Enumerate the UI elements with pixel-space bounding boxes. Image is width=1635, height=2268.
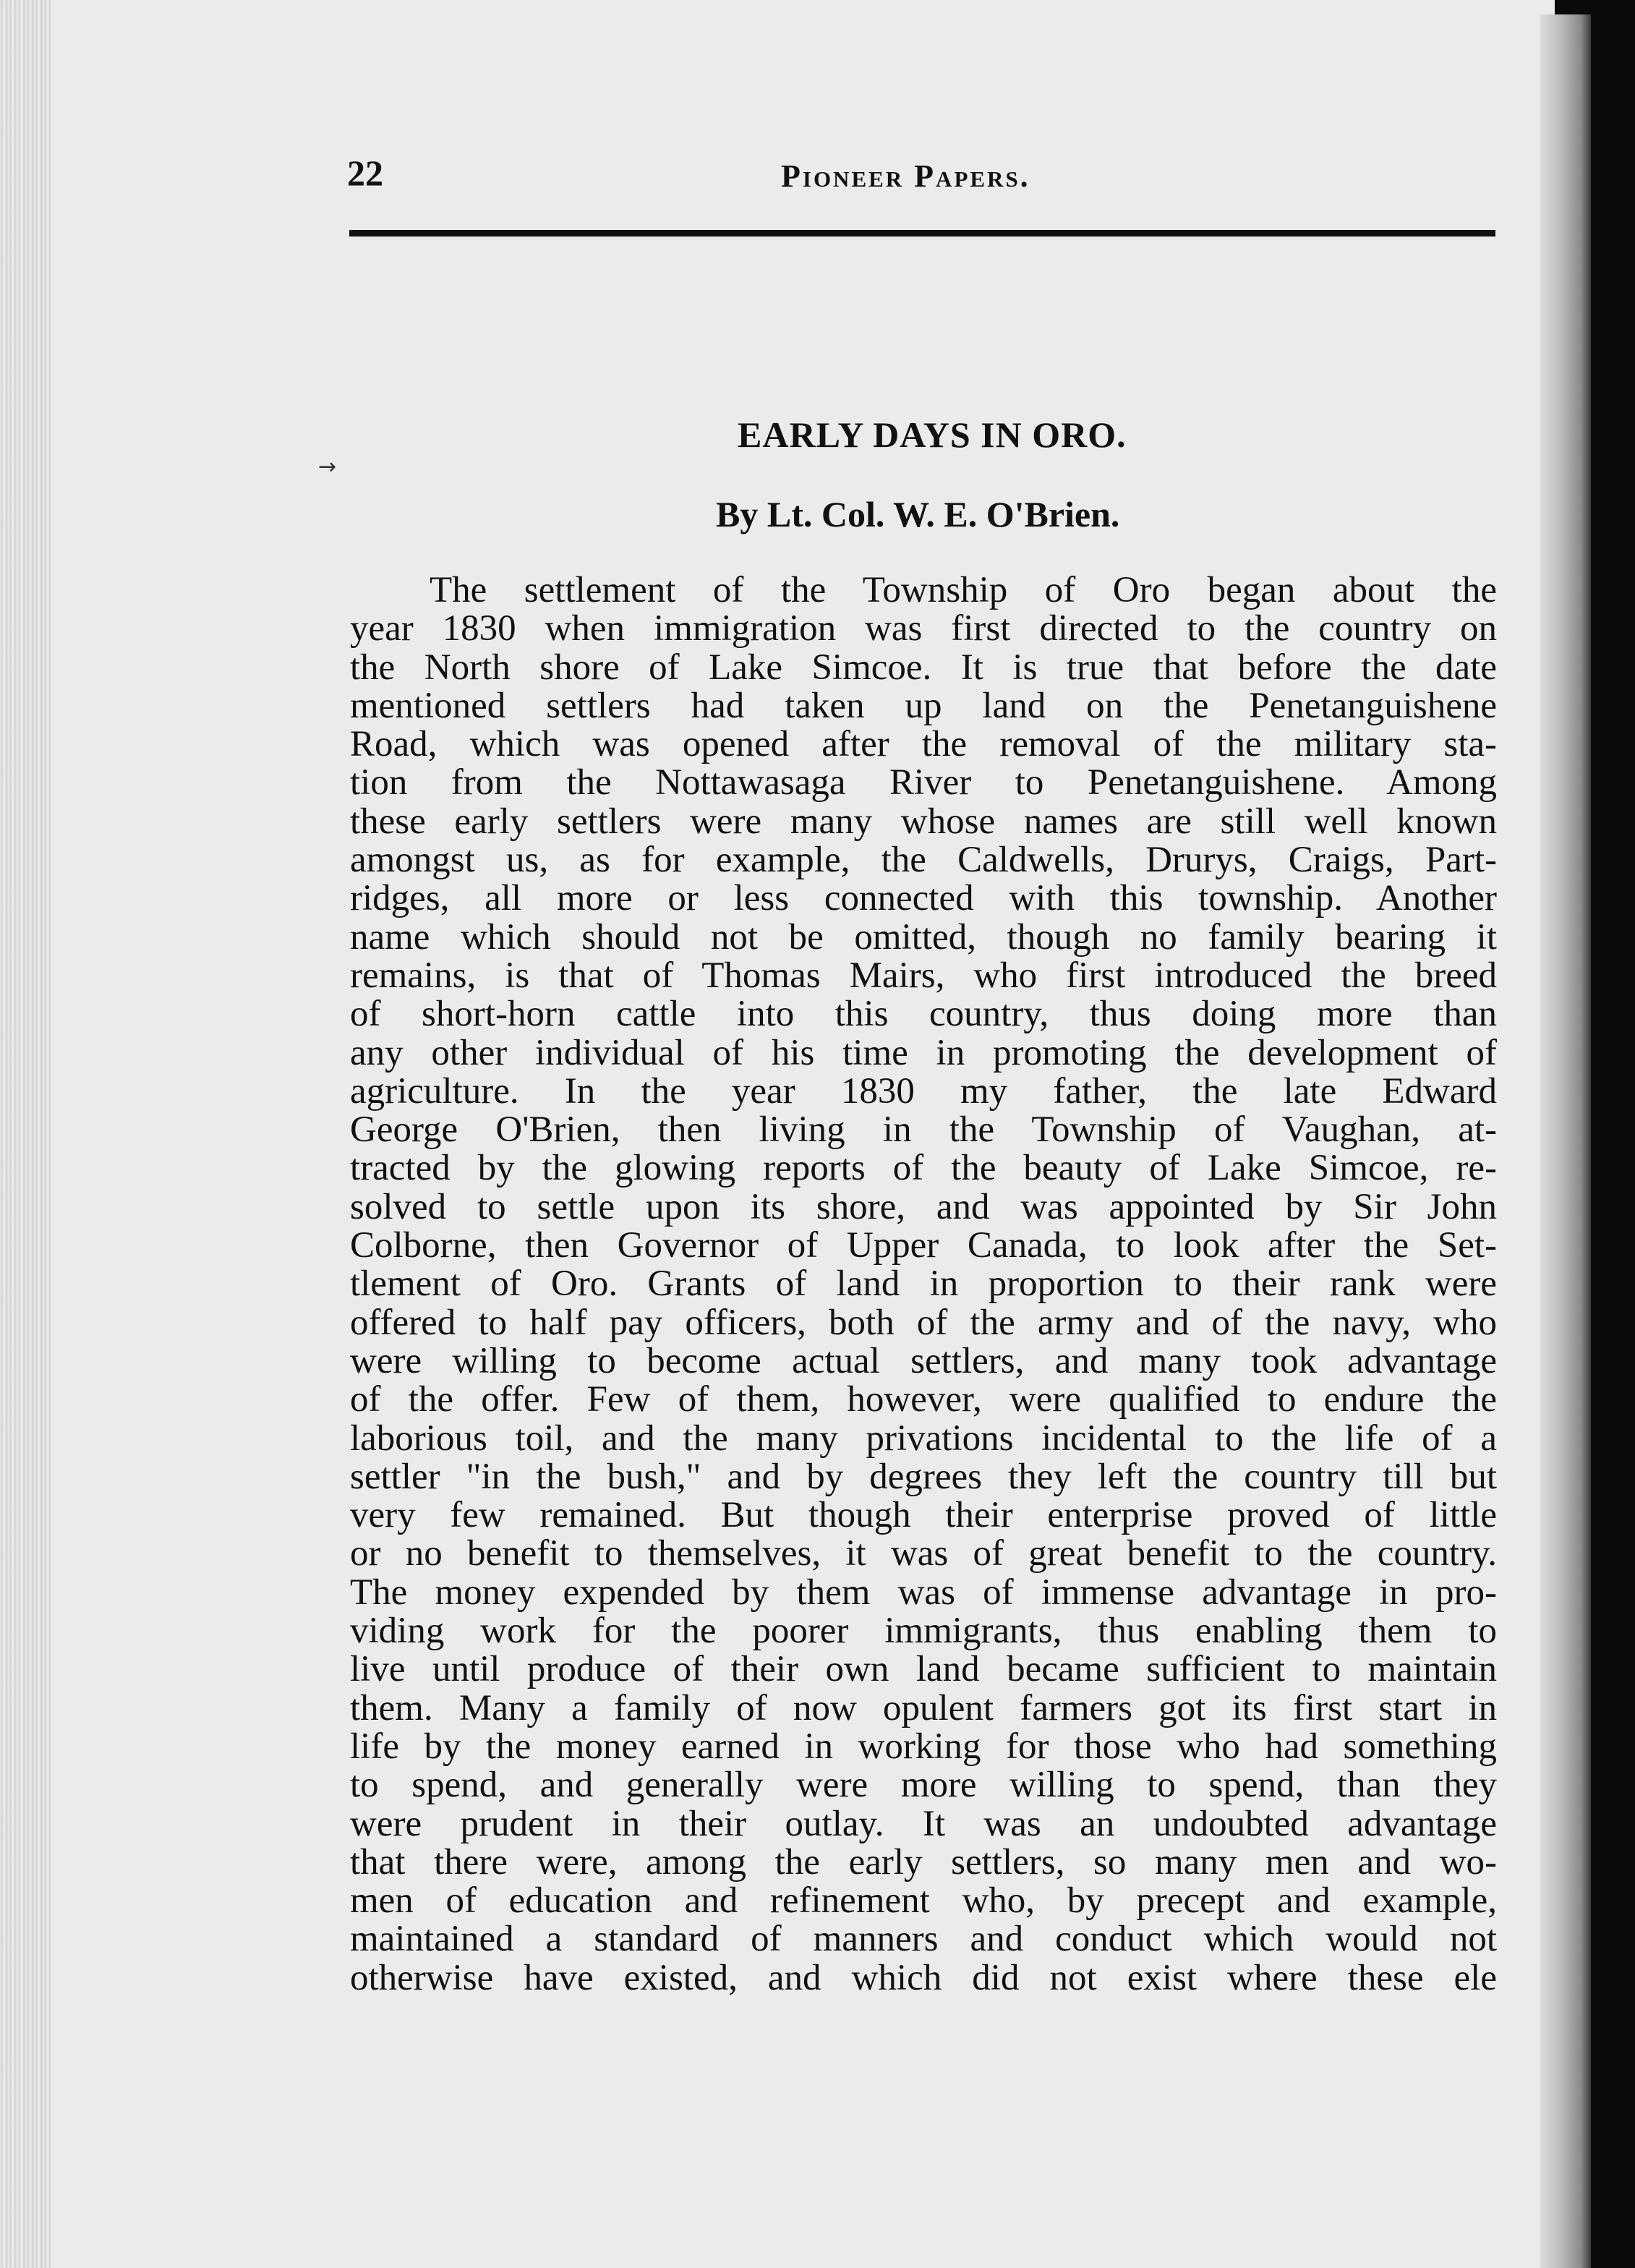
body-line: were prudent in their outlay. It was an undoubted advantage — [350, 1803, 1497, 1844]
body-line: tlement of Oro. Grants of land in proportion to their rank were — [350, 1263, 1497, 1305]
running-head — [347, 152, 1490, 202]
body-line: live until produce of their own land became sufficient to maintain — [350, 1649, 1497, 1690]
body-line: of short-horn cattle into this country, thus doing more than — [350, 994, 1497, 1035]
body-line: tion from the Nottawasaga River to Penetanguishene. Among — [350, 762, 1497, 803]
body-line: that there were, among the early settlers, so many men and wo- — [350, 1841, 1497, 1883]
body-line: agriculture. In the year 1830 my father, the late Edward — [350, 1070, 1497, 1112]
body-line: otherwise have existed, and which did not exist where these ele — [350, 1957, 1497, 1998]
body-line: these early settlers were many whose names are still well known — [350, 801, 1497, 842]
page-number: 22 — [347, 153, 383, 193]
body-line: very few remained. But though their enterprise proved of little — [350, 1495, 1497, 1536]
body-line: life by the money earned in working for those who had something — [350, 1726, 1497, 1767]
body-line: settler "in the bush," and by degrees they left the country till but — [350, 1456, 1497, 1497]
header-rule — [349, 230, 1495, 236]
body-line: year 1830 when immigration was first directed to the country on — [350, 608, 1497, 649]
body-line: maintained a standard of manners and conduct which would not — [350, 1919, 1497, 1960]
article-title: EARLY DAYS IN ORO. — [738, 414, 1127, 455]
body-line: tracted by the glowing reports of the beauty of Lake Simcoe, re- — [350, 1148, 1497, 1189]
body-line: George O'Brien, then living in the Township of Vaughan, at- — [350, 1109, 1497, 1151]
body-line: Road, which was opened after the removal of the military sta- — [350, 724, 1497, 765]
body-line: mentioned settlers had taken up land on the Penetanguishene — [350, 685, 1497, 726]
article-byline: By Lt. Col. W. E. O'Brien. — [716, 494, 1120, 534]
body-line: any other individual of his time in promoting the development of — [350, 1032, 1497, 1073]
body-line: ridges, all more or less connected with this township. Another — [350, 878, 1497, 919]
page-edge-shadow — [1540, 14, 1591, 2268]
body-line: or no benefit to themselves, it was of great benefit to the country. — [350, 1533, 1497, 1574]
body-line: The settlement of the Township of Oro began about the — [430, 570, 1497, 610]
running-title: Pioneer Papers. — [781, 158, 1030, 194]
body-line: viding work for the poorer immigrants, thus enabling them to — [350, 1611, 1497, 1652]
body-line: amongst us, as for example, the Caldwells, Drurys, Craigs, Part- — [350, 840, 1497, 881]
body-line: the North shore of Lake Simcoe. It is true that before the date — [350, 647, 1497, 688]
body-line: men of education and refinement who, by precept and example, — [350, 1880, 1497, 1922]
body-line: to spend, and generally were more willing to spend, than they — [350, 1765, 1497, 1806]
body-line: remains, is that of Thomas Mairs, who first introduced the breed — [350, 955, 1497, 996]
body-line: offered to half pay officers, both of the army and of the navy, who — [350, 1302, 1497, 1343]
body-line: of the offer. Few of them, however, were qualified to endure the — [350, 1379, 1497, 1420]
body-line: The money expended by them was of immense advantage in pro- — [350, 1572, 1497, 1613]
stray-mark: → — [318, 454, 337, 479]
body-line: solved to settle upon its shore, and was appointed by Sir John — [350, 1186, 1497, 1227]
body-line: name which should not be omitted, though no family bearing it — [350, 916, 1497, 958]
body-line: Colborne, then Governor of Upper Canada, to look after the Set- — [350, 1225, 1497, 1266]
body-line: laborious toil, and the many privations incidental to the life of a — [350, 1418, 1497, 1459]
body-line: were willing to become actual settlers, and many took advantage — [350, 1340, 1497, 1381]
body-text — [350, 571, 1497, 1998]
body-line: them. Many a family of now opulent farmers got its first start in — [350, 1687, 1497, 1728]
